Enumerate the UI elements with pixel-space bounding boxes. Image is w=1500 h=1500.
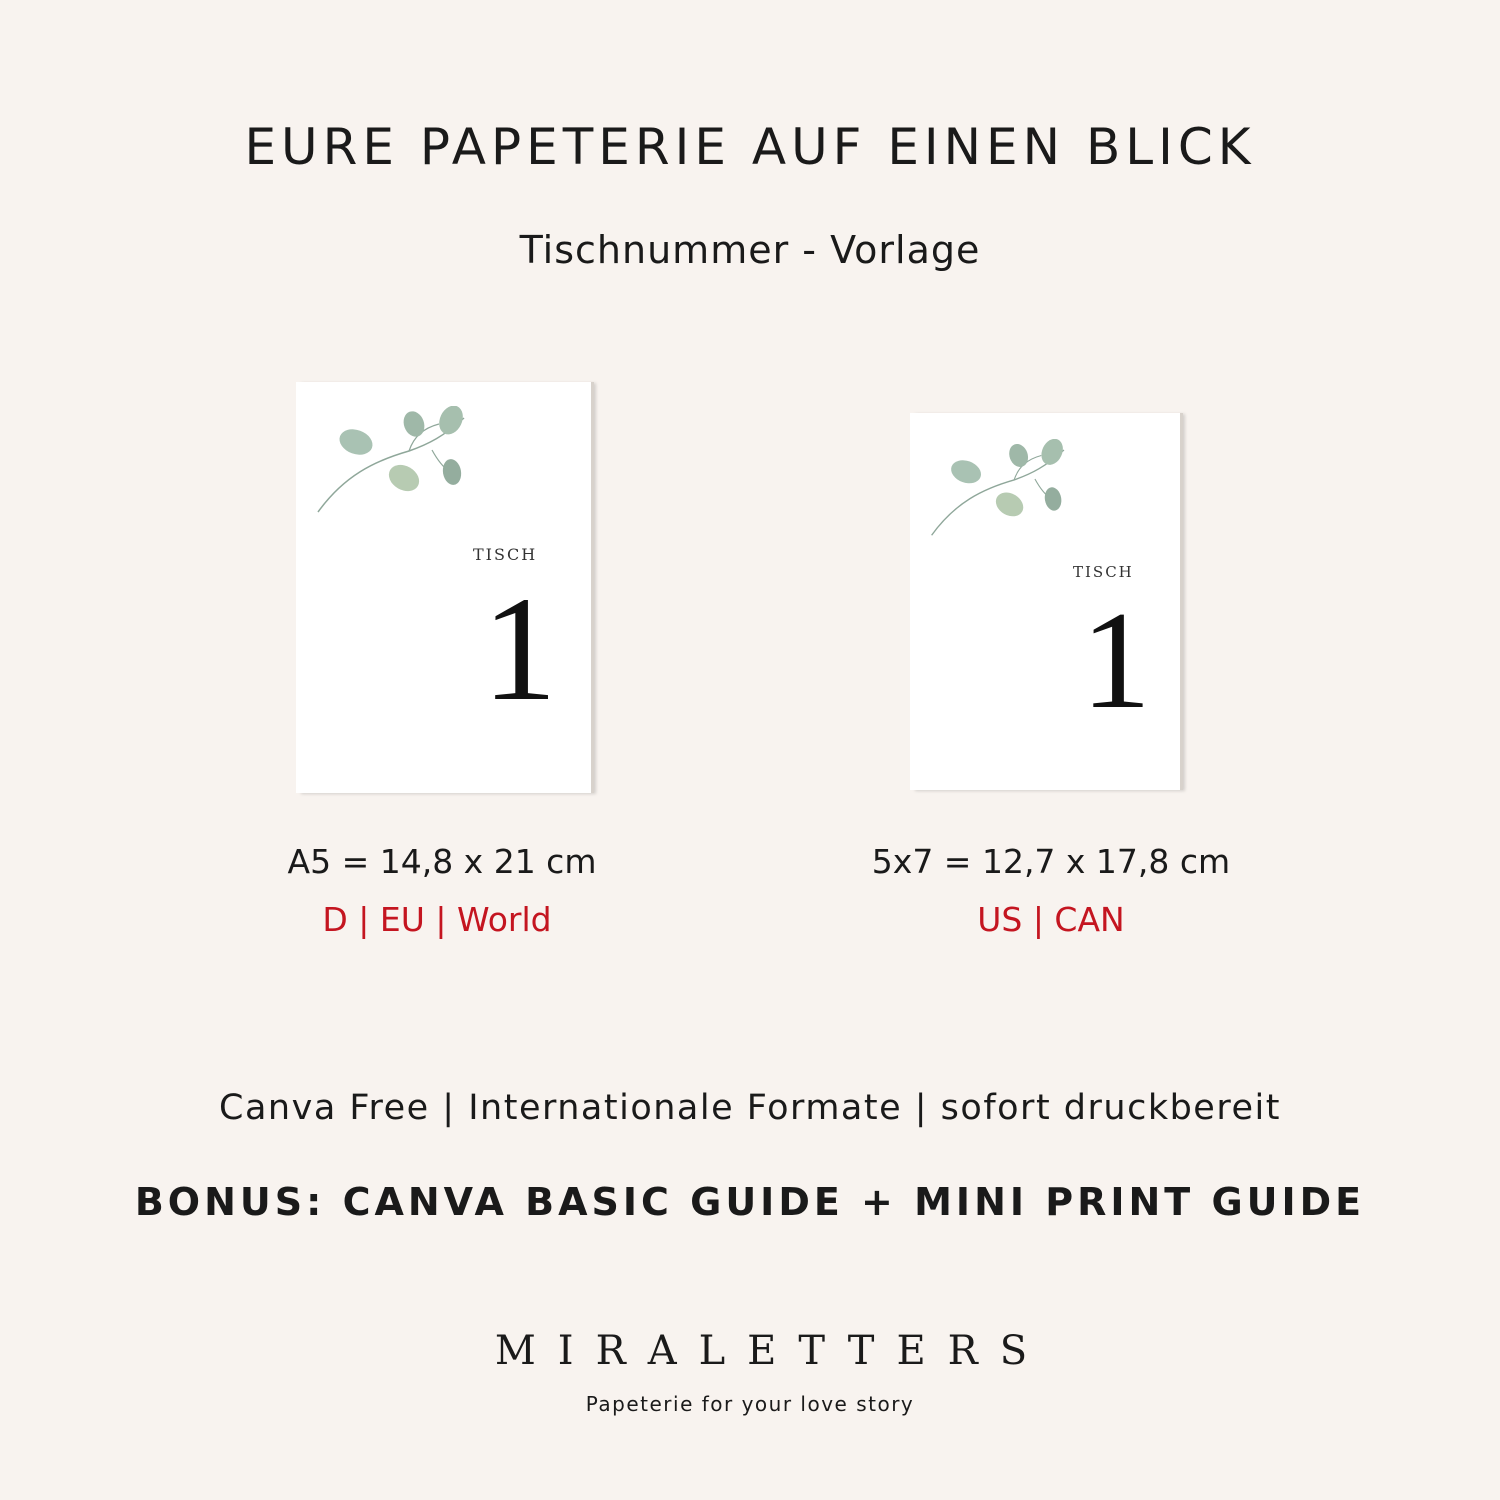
- page-subtitle: Tischnummer - Vorlage: [519, 228, 981, 272]
- region-label-a5: D | EU | World: [322, 900, 552, 939]
- table-number-card-5x7: [910, 413, 1180, 790]
- eucalyptus-leaf-icon: [928, 439, 1073, 539]
- bonus-line: BONUS: CANVA BASIC GUIDE + MINI PRINT GUIDE: [134, 1180, 1366, 1224]
- table-number-card-a5: [296, 382, 591, 793]
- region-label-5x7: US | CAN: [977, 900, 1125, 939]
- page-title: EURE PAPETERIE AUF EINEN BLICK: [244, 118, 1256, 176]
- brand-tagline: Papeterie for your love story: [585, 1392, 915, 1416]
- features-line: Canva Free | Internationale Formate | sofort druckbereit: [219, 1088, 1281, 1128]
- table-number: 1: [482, 566, 557, 732]
- tisch-label: TISCH: [1073, 563, 1134, 581]
- brand-logo: MIRALETTERS: [494, 1328, 1050, 1374]
- table-number: 1: [1081, 583, 1151, 738]
- size-label-a5: A5 = 14,8 x 21 cm: [287, 842, 597, 881]
- size-label-5x7: 5x7 = 12,7 x 17,8 cm: [871, 842, 1231, 881]
- tisch-label: TISCH: [473, 545, 538, 564]
- eucalyptus-leaf-icon: [314, 406, 474, 516]
